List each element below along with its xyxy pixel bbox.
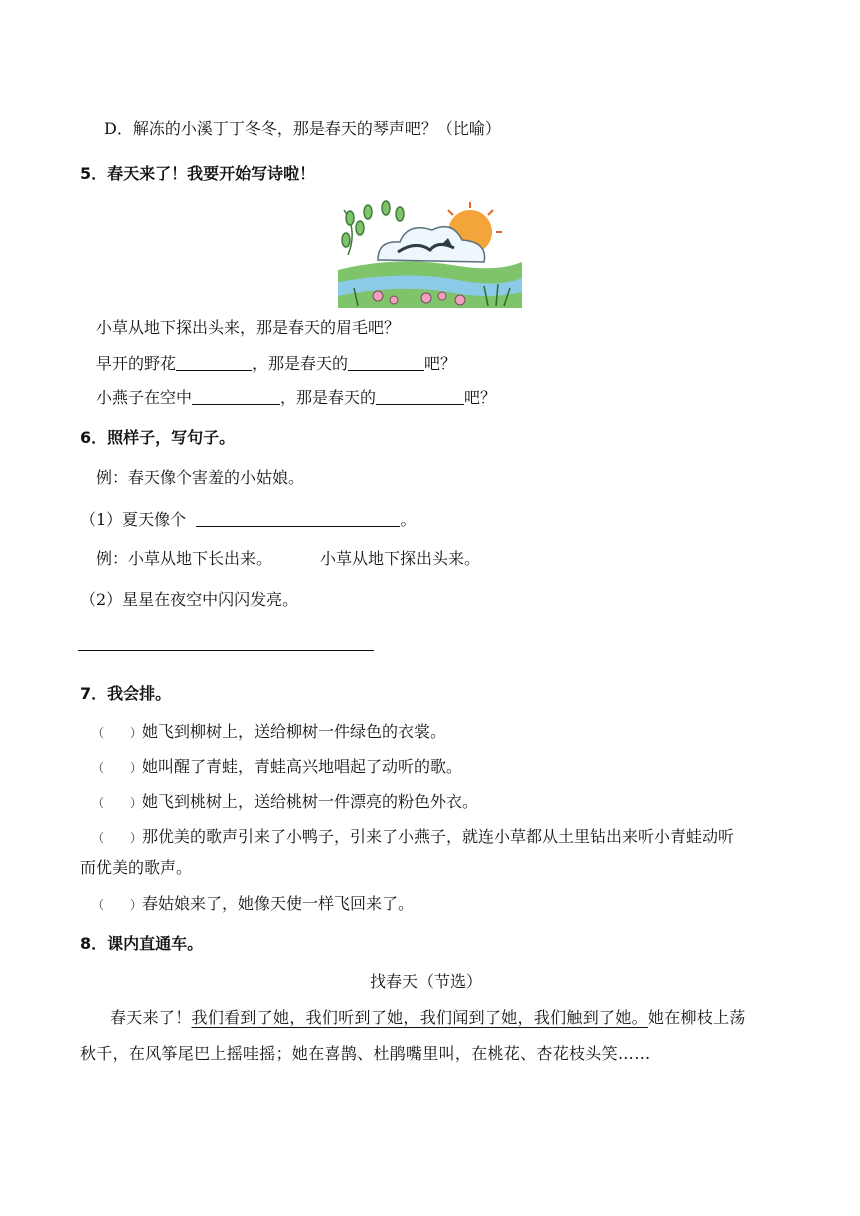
q7-item-1 [92, 722, 446, 743]
q6-answer-line[interactable] [78, 650, 374, 651]
q5-line-3-text-b: ，那是春天的 [280, 388, 377, 407]
q7-item-3 [92, 792, 478, 813]
q7-item-5 [92, 894, 414, 915]
passage-line-1-a: 春天来了！ [110, 1008, 192, 1027]
q5-line-2-text-b: ，那是春天的 [252, 354, 349, 373]
q5-blank-4[interactable] [376, 388, 464, 405]
q5-blank-1[interactable] [176, 354, 252, 371]
q7-item-4-text: 那优美的歌声引来了小鸭子，引来了小燕子，就连小草都从土里钻出来听小青蛙动听 [142, 827, 735, 846]
q7-order-box-2[interactable]: （ ） [92, 761, 142, 775]
q5-blank-3[interactable] [192, 388, 280, 405]
q5-line-3-text-a: 小燕子在空中 [96, 388, 193, 407]
q7-order-box-3[interactable]: （ ） [92, 796, 142, 810]
passage-line-1 [110, 1008, 746, 1028]
q5-line-2 [96, 354, 456, 374]
q7-item-2-text: 她叫醒了青蛙，青蛙高兴地唱起了动听的歌。 [142, 757, 463, 776]
q6-example-2 [96, 549, 480, 569]
q7-order-box-4[interactable]: （ ） [92, 831, 142, 845]
passage-line-1-c: 她在柳枝上荡 [647, 1008, 746, 1027]
option-d: D．解冻的小溪丁丁冬冬，那是春天的琴声吧？（比喻） [104, 119, 501, 138]
q6-item-1-end: 。 [400, 510, 417, 529]
question-8-heading: 8．课内直通车。 [80, 934, 204, 953]
q6-example-2-b: 小草从地下探出头来。 [320, 549, 481, 568]
passage-underlined-sentence: 我们看到了她，我们听到了她，我们闻到了她，我们触到了她。 [191, 1008, 648, 1027]
q6-blank-1[interactable] [196, 510, 400, 527]
passage-title: 找春天（节选） [370, 972, 483, 991]
q6-item-1-text: （1）夏天像个 [80, 510, 187, 529]
q7-item-4 [92, 827, 734, 848]
q6-item-2: （2）星星在夜空中闪闪发亮。 [80, 590, 299, 609]
q7-item-1-text: 她飞到柳树上，送给柳树一件绿色的衣裳。 [142, 722, 447, 741]
q5-line-3-text-c: 吧？ [464, 388, 497, 407]
q7-item-5-text: 春姑娘来了，她像天使一样飞回来了。 [142, 894, 415, 913]
q7-item-4-continued: 而优美的歌声。 [80, 858, 193, 877]
q6-item-1 [80, 510, 416, 530]
question-7-heading: 7．我会排。 [80, 684, 172, 703]
q6-example-2-a: 例：小草从地下长出来。 [96, 549, 273, 568]
q7-order-box-1[interactable]: （ ） [92, 726, 142, 740]
q5-line-2-text-c: 吧？ [424, 354, 457, 373]
q7-item-3-text: 她飞到桃树上，送给桃树一件漂亮的粉色外衣。 [142, 792, 479, 811]
q5-blank-2[interactable] [348, 354, 424, 371]
q5-line-3 [96, 388, 496, 408]
q7-order-box-5[interactable]: （ ） [92, 898, 142, 912]
question-5-heading: 5．春天来了！我要开始写诗啦！ [80, 164, 316, 183]
passage-line-2: 秋千，在风筝尾巴上摇哇摇；她在喜鹊、杜鹃嘴里叫，在桃花、杏花枝头笑…… [80, 1044, 651, 1063]
q7-item-2 [92, 757, 462, 778]
q6-example-1: 例：春天像个害羞的小姑娘。 [96, 468, 305, 487]
spring-swallows-illustration [338, 200, 522, 308]
question-6-heading: 6．照样子，写句子。 [80, 428, 236, 447]
q5-example-line: 小草从地下探出头来，那是春天的眉毛吧？ [96, 318, 401, 337]
q5-line-2-text-a: 早开的野花 [96, 354, 177, 373]
